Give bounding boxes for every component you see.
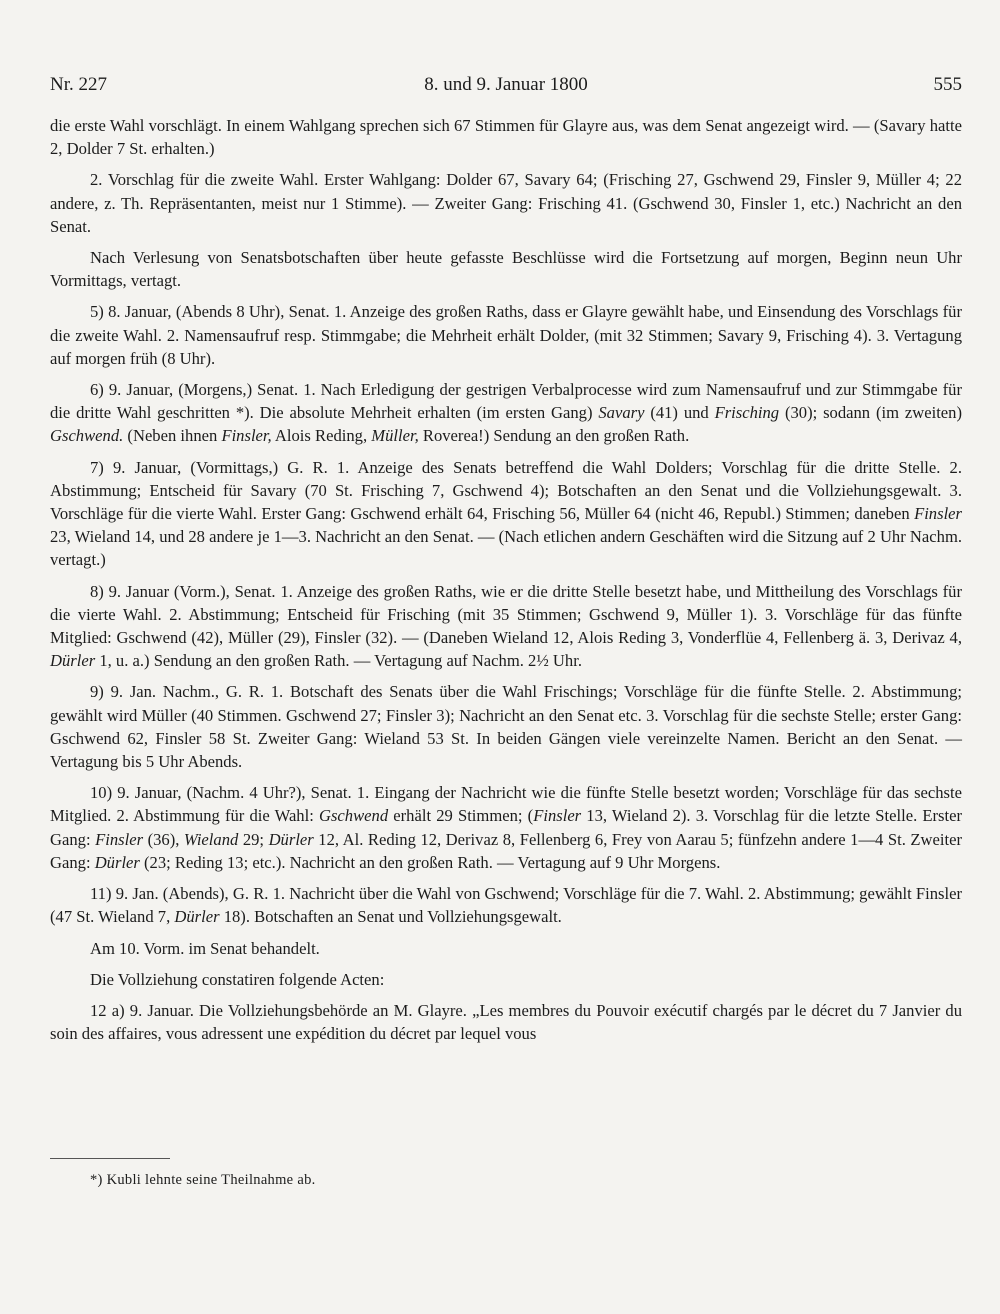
text-run: Alois Reding, (271, 426, 372, 446)
text-run: 12, Al. Reding 12, Derivaz 8, Fellenberg 6, Frey von Aarau 5; fünfzehn andere 1—4 St. Zweiter Gang: (50, 829, 962, 872)
italic-name: Finsler (533, 806, 582, 826)
italic-name: Finsler, (221, 426, 272, 446)
text-run: erhält 29 Stimmen; ( (388, 806, 534, 826)
italic-name: Gschwend (318, 806, 389, 826)
paragraph (50, 580, 962, 673)
paragraph (50, 882, 962, 928)
running-header (50, 74, 962, 104)
italic-name: Dürler (50, 651, 96, 671)
text-run: 10) 9. Januar, (Nachm. 4 Uhr?), Senat. 1. Eingang der Nachricht wie die fünfte Stelle besetzt worden; Vorschläge für das sechste Mitglied. 2. Abstimmung für die Wahl: (50, 783, 962, 826)
paragraph (50, 968, 962, 991)
text-run: 6) 9. Januar, (Morgens,) Senat. 1. Nach Erledigung der gestrigen Verbalprocesse wird zum Namensaufruf und zur Stimmgabe für die dritte Wahl geschritten *). Die absolute Mehrheit erhalten (im ersten Gang) (50, 380, 962, 423)
text-run: Am 10. Vorm. im Senat behandelt. (90, 938, 320, 958)
text-run: die erste Wahl vorschlägt. In einem Wahlgang sprechen sich 67 Stimmen für Glayre aus, was dem Senat angezeigt wird. — (Savary hatte 2, Dolder 7 St. erhalten.) (50, 116, 962, 159)
italic-name: Wieland (183, 829, 239, 849)
body-text (50, 114, 962, 1053)
text-run: 12 a) 9. Januar. Die Vollziehungsbehörde an M. Glayre. „Les membres du Pouvoir exécutif chargés par le décret du 7 Janvier du soin des affaires, vous adressent une expédition du décret par lequel vous (50, 1000, 962, 1044)
text-run: 11) 9. Jan. (Abends), G. R. 1. Nachricht über die Wahl von Gschwend; Vorschläge für die 7. Wahl. 2. Abstimmung; gewählt Finsler (47 St. Wieland 7, (50, 884, 962, 927)
italic-name: Gschwend. (50, 426, 124, 446)
paragraph (50, 168, 962, 238)
footnote: *) Kubli lehnte seine Theilnahme ab. (90, 1172, 316, 1188)
text-run: Roverea!) Sendung an den großen Rath. (418, 426, 690, 446)
paragraph (50, 680, 962, 773)
text-run: 2. Vorschlag für die zweite Wahl. Erster Wahlgang: Dolder 67, Savary 64; (Frisching 27, Gschwend 29, Finsler 9, Müller 4; 22 andere, z. Th. Repräsentanten, meist nur 1 Stimme). — Zweiter Gang: Frisching 41. (Gschwend 30, Finsler 1, etc.) Nachricht an den Senat. (50, 170, 962, 236)
text-run: 29; (238, 829, 269, 849)
italic-name: Müller, (371, 426, 419, 446)
page-number: 555 (933, 74, 962, 95)
text-run: (41) und (644, 403, 715, 423)
paragraph (50, 456, 962, 572)
paragraph (50, 378, 962, 448)
italic-name: Finsler (95, 829, 144, 849)
text-run: 13, Wieland 2). 3. Vorschlag für die letzte Stelle. Erster Gang: (50, 806, 962, 849)
footnote-divider (50, 1158, 170, 1159)
document-number: Nr. 227 (50, 74, 107, 95)
text-run: (Neben ihnen (123, 426, 222, 446)
text-run: 8) 9. Januar (Vorm.), Senat. 1. Anzeige des großen Raths, wie er die dritte Stelle besetzt habe, und Mittheilung des Vorschlags für die vierte Wahl. 2. Abstimmung; Entscheid für Frisching (mit 35 Stimmen; Gschwend 9, Müller 1). 3. Vorschläge für das fünfte Mitglied: Gschwend (42), Müller (29), Finsler (32). — (Daneben Wieland 12, Alois Reding 3, Vonderflüe 4, Fellenberg ä. 3, Derivaz 4, (50, 581, 962, 648)
paragraph (50, 114, 962, 160)
italic-name: Dürler (268, 829, 314, 849)
paragraph (50, 937, 962, 960)
text-run: 7) 9. Januar, (Vormittags,) G. R. 1. Anzeige des Senats betreffend die Wahl Dolders; Vorschlag für die dritte Stelle. 2. Abstimmung; Entscheid für Savary (70 St. Frisching 7, Gschwend 4); Botschaften an den Senat und die Vollziehungsgewalt. 3. Vorschläge für die vierte Wahl. Erster Gang: Gschwend erhält 64, Frisching 56, Müller 64 (nicht 46, Republ.) Stimmen; daneben (50, 457, 962, 524)
text-run: Die Vollziehung constatiren folgende Acten: (90, 969, 385, 989)
paragraph (50, 999, 962, 1045)
text-run: 1, u. a.) Sendung an den großen Rath. — Vertagung auf Nachm. 2½ Uhr. (95, 651, 582, 671)
text-run: 9) 9. Jan. Nachm., G. R. 1. Botschaft des Senats über die Wahl Frischings; Vorschläge für die fünfte Stelle. 2. Abstimmung; gewählt wird Müller (40 Stimmen. Gschwend 27; Finsler 3); Nachricht an den Senat etc. 3. Vorschlag für die sechste Stelle; erster Gang: Gschwend 62, Finsler 58 St. Zweiter Gang: Wieland 53 St. In beiden Gängen viele vereinzelte Namen. Bericht an den Senat. — Vertagung bis 5 Uhr Abends. (50, 682, 962, 772)
paragraph (50, 781, 962, 874)
italic-name: Dürler (174, 907, 220, 927)
text-run: 18). Botschaften an Senat und Vollziehungsgewalt. (219, 907, 562, 927)
italic-name: Dürler (94, 852, 140, 872)
paragraph (50, 246, 962, 292)
text-run: Nach Verlesung von Senatsbotschaften über heute gefasste Beschlüsse wird die Fortsetzung auf morgen, Beginn neun Uhr Vormittags, vertagt. (50, 248, 962, 291)
text-run: 23, Wieland 14, und 28 andere je 1—3. Nachricht an den Senat. — (Nach etlichen andern Geschäften wird die Sitzung auf 2 Uhr Nachm. vertagt.) (50, 527, 962, 570)
text-run: (36), (143, 829, 184, 849)
italic-name: Finsler (914, 504, 962, 524)
italic-name: Savary (598, 403, 645, 423)
text-run: (30); sodann (im zweiten) (779, 403, 962, 423)
paragraph (50, 300, 962, 370)
text-run: (23; Reding 13; etc.). Nachricht an den großen Rath. — Vertagung auf 9 Uhr Morgens. (139, 852, 721, 872)
text-run: 5) 8. Januar, (Abends 8 Uhr), Senat. 1. Anzeige des großen Raths, dass er Glayre gewählt habe, und Einsendung des Vorschlags für die zweite Wahl. 2. Namensaufruf resp. Stimmgabe; die Mehrheit erhält Dolder, (mit 32 Stimmen; Savary 9, Frisching 4). 3. Vertagung auf morgen früh (8 Uhr). (50, 302, 962, 368)
italic-name: Frisching (714, 403, 780, 423)
header-date: 8. und 9. Januar 1800 (424, 74, 588, 95)
